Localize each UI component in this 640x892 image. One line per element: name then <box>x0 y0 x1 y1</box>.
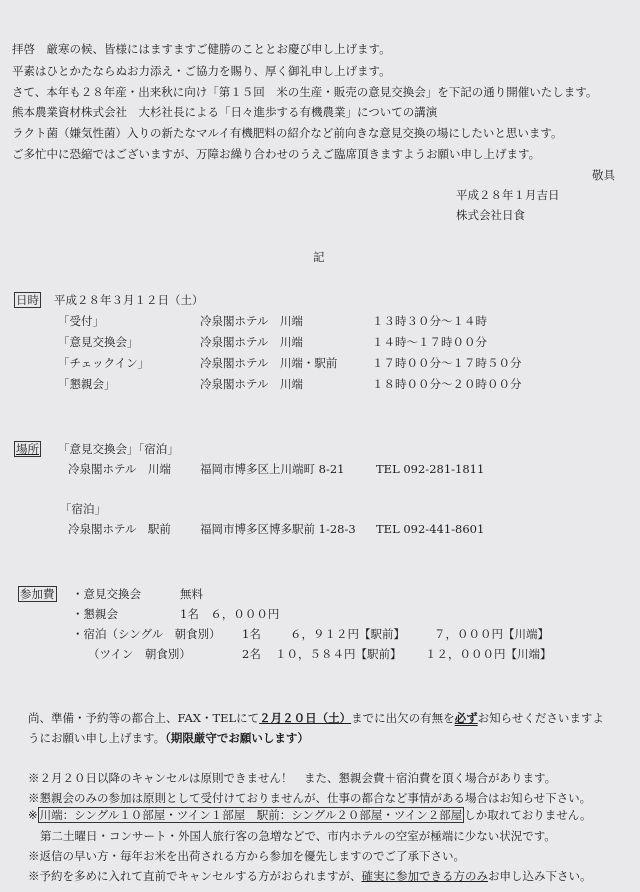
venue-group1-tel: TEL 092-281-1811 <box>376 462 485 476</box>
greeting-line-1: 拝啓 厳寒の候、皆様にはますますご健勝のこととお慶び申し上げます。 <box>12 42 391 56</box>
fee-price-ekimae: １０，５８４円【駅前】 <box>275 647 402 661</box>
fee-item: ・宿泊（シングル 朝食別） <box>72 627 221 641</box>
note-cancel-warning: ※予約を多めに入れて直前でキャンセルする方がおられますが、確実に参加できる方のみお申し込み下さい。 <box>28 869 592 883</box>
sure-attend-emphasis: 確実に参加できる方のみ <box>361 869 488 883</box>
schedule-time: １７時００分～１７時５０分 <box>372 356 522 370</box>
must-emphasis: 必ず <box>454 711 478 725</box>
deadline-strict-note: （期限厳守でお願いします） <box>165 731 309 745</box>
event-date: 平成２８年３月１２日（土） <box>54 293 204 307</box>
greeting-line-6: ご多忙中に恐縮ではございますが、万障お繰り合わせのうえご臨席頂きますようお願い申し上げます。 <box>12 147 541 161</box>
reply-request-line-2: うにお願い申し上げます。（期限厳守でお願いします） <box>28 731 309 745</box>
venue-group1-title: 「意見交換会」「宿泊」 <box>58 442 179 456</box>
venue-group1-name: 冷泉閣ホテル 川端 <box>68 462 171 476</box>
note-priority: ※返信の早い方・毎年お米を出荷される方から参加を優先しますのでご了承下さい。 <box>28 849 465 863</box>
schedule-time: １３時３０分～１４時 <box>372 314 487 328</box>
fee-count: 2名 <box>242 647 261 661</box>
schedule-time: １８時００分～２０時００分 <box>372 377 522 391</box>
greeting-line-4: 熊本農業資材株式会社 大杉社長による「日々進歩する有機農業」についての講演 <box>12 105 438 119</box>
fee-item: ・懇親会 <box>72 607 118 621</box>
fee-item: ・意見交換会 <box>72 587 141 601</box>
schedule-place: 冷泉閣ホテル 川端 <box>200 377 303 391</box>
venue-group2-title: 「宿泊」 <box>60 502 106 516</box>
reply-deadline: ２月２０日（土） <box>259 711 352 725</box>
note-cancellation: ※２月２０日以降のキャンセルは原則できません！ また、懇親会費＋宿泊費を頂く場合があります。 <box>28 771 557 785</box>
fee-value: 1名 ６，０００円 <box>180 607 280 621</box>
fee-price-ekimae: ６，９１２円【駅前】 <box>290 627 405 641</box>
schedule-place: 冷泉閣ホテル 川端 <box>200 314 303 328</box>
reply-request-line-1: 尚、準備・予約等の都合上、FAX・TELにて２月２０日（土）までに出欠の有無を必ずお知らせくださいますよ <box>28 711 604 725</box>
fee-item: （ツイン 朝食別） <box>88 647 191 661</box>
schedule-place: 冷泉閣ホテル 川端・駅前 <box>200 356 338 370</box>
schedule-item: 「懇親会」 <box>58 377 116 391</box>
note-rooms: ※ 川端：シングル１０部屋・ツイン１部屋 駅前：シングル２０部屋・ツイン２部屋 しか取れておりません。 <box>28 808 592 822</box>
company-name: 株式会社日食 <box>456 208 525 222</box>
closing-word: 敬具 <box>592 168 615 182</box>
ki-heading: 記 <box>313 250 325 264</box>
schedule-item: 「チェックイン」 <box>58 356 150 370</box>
venue-group2-tel: TEL 092-441-8601 <box>376 522 485 536</box>
fee-label: 参加費 <box>20 587 55 601</box>
note-hotel-shortage: 第二土曜日・コンサート・外国人旅行客の急増などで、市内ホテルの空室が極端に少ない状況です。 <box>40 829 556 843</box>
room-availability-box: 川端：シングル１０部屋・ツイン１部屋 駅前：シングル２０部屋・ツイン２部屋 <box>39 808 463 822</box>
venue-group2-address: 福岡市博多区博多駅前 1-28-3 <box>200 522 356 536</box>
venue-group2-name: 冷泉閣ホテル 駅前 <box>68 522 171 536</box>
fee-price-kawabata: １２，０００円【川端】 <box>425 647 552 661</box>
greeting-line-2: 平素はひとかたならぬお力添え・ご協力を賜り、厚く御礼申し上げます。 <box>12 64 391 78</box>
schedule-time: １４時～１７時００分 <box>372 335 487 349</box>
fee-count: 1名 <box>242 627 261 641</box>
schedule-item: 「受付」 <box>58 314 104 328</box>
schedule-label: 日時 <box>16 293 39 307</box>
schedule-place: 冷泉閣ホテル 川端 <box>200 335 303 349</box>
venue-group1-address: 福岡市博多区上川端町 8-21 <box>200 462 345 476</box>
schedule-item: 「意見交換会」 <box>58 335 139 349</box>
note-party-only: ※懇親会のみの参加は原則として受付けておりませんが、仕事の都合など事情がある場合はお知らせ下さい。 <box>28 791 592 805</box>
greeting-line-5: ラクト菌（嫌気性菌）入りの新たなマルイ有機肥料の紹介など前向きな意見交換の場にしたいと思います。 <box>12 126 563 140</box>
greeting-line-3: さて、本年も２８年産・出来秋に向け「第１５回 米の生産・販売の意見交換会」を下記の通り開催いたします。 <box>12 85 598 99</box>
fee-value: 無料 <box>180 587 203 601</box>
issue-date: 平成２８年１月吉日 <box>456 188 560 202</box>
fee-price-kawabata: ７，０００円【川端】 <box>434 627 549 641</box>
venue-label: 場所 <box>16 442 39 456</box>
